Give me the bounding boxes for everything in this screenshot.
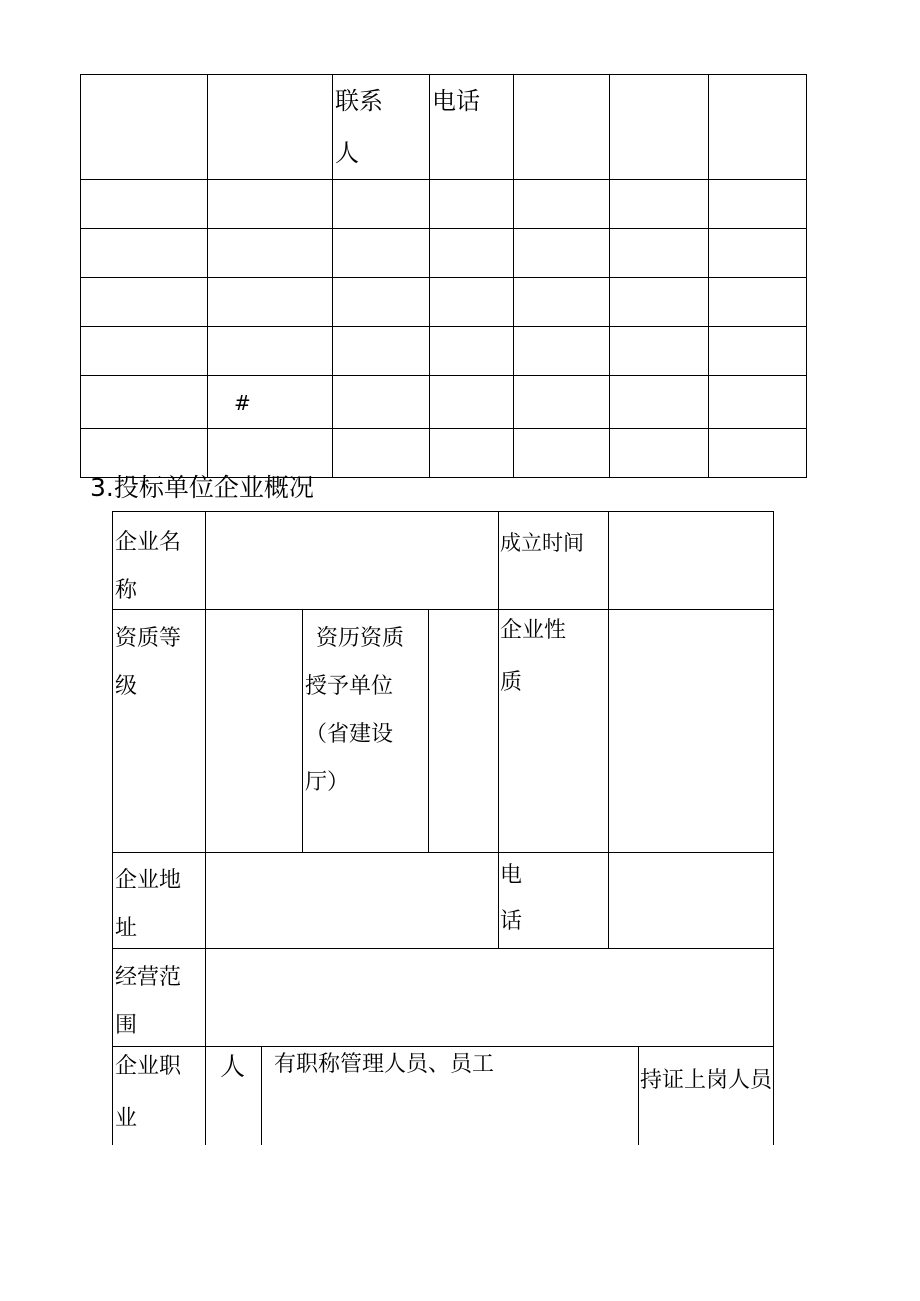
table-cell bbox=[208, 278, 333, 327]
header-phone: 电话 bbox=[430, 75, 514, 180]
table-cell bbox=[709, 229, 807, 278]
table-cell bbox=[208, 229, 333, 278]
table-cell bbox=[610, 180, 709, 229]
table-cell bbox=[709, 75, 807, 180]
business-scope-label: 经营范围 bbox=[115, 965, 182, 1038]
table-cell bbox=[430, 376, 514, 429]
table-cell bbox=[514, 180, 610, 229]
table-cell bbox=[430, 229, 514, 278]
table-border bbox=[112, 609, 774, 610]
table-cell bbox=[610, 278, 709, 327]
table-cell bbox=[333, 278, 430, 327]
table-cell bbox=[610, 75, 709, 180]
table-cell bbox=[333, 429, 430, 478]
phone-label: 电话 bbox=[500, 863, 523, 934]
table-cell bbox=[709, 376, 807, 429]
table-border bbox=[638, 1046, 639, 1145]
table-cell bbox=[81, 376, 208, 429]
table-cell bbox=[81, 327, 208, 376]
staff-label: 企业职业 bbox=[115, 1054, 182, 1131]
table-border bbox=[112, 511, 113, 1145]
table-header-row bbox=[81, 75, 807, 180]
table-cell bbox=[610, 376, 709, 429]
table-cell bbox=[81, 229, 208, 278]
table-cell bbox=[208, 180, 333, 229]
table-border bbox=[112, 948, 774, 949]
certified-staff-label: 持证上岗人员 bbox=[640, 1068, 773, 1093]
contact-table bbox=[80, 74, 807, 478]
table-row bbox=[81, 229, 807, 278]
address-label: 企业地址 bbox=[115, 868, 182, 941]
table-cell bbox=[514, 429, 610, 478]
table-cell bbox=[430, 327, 514, 376]
table-cell bbox=[208, 327, 333, 376]
founding-time-label: 成立时间 bbox=[500, 531, 584, 555]
table-cell bbox=[81, 180, 208, 229]
staff-unit: 人 bbox=[220, 1052, 246, 1081]
table-cell bbox=[333, 327, 430, 376]
table-cell bbox=[709, 429, 807, 478]
titled-staff-label: 有职称管理人员、员工 bbox=[274, 1052, 495, 1077]
table-cell bbox=[610, 429, 709, 478]
table-cell bbox=[709, 180, 807, 229]
hash-cell: # bbox=[208, 376, 333, 429]
qualification-grade-label: 资质等级 bbox=[115, 626, 182, 699]
table-border bbox=[302, 609, 303, 852]
table-cell bbox=[430, 180, 514, 229]
table-cell bbox=[333, 180, 430, 229]
header-contact-person: 联系人 bbox=[333, 75, 430, 180]
table-border bbox=[428, 609, 429, 852]
table-cell bbox=[81, 278, 208, 327]
table-border bbox=[205, 511, 206, 1145]
table-cell bbox=[514, 327, 610, 376]
table-row bbox=[81, 278, 807, 327]
table-border bbox=[112, 511, 774, 512]
table-border bbox=[261, 1046, 262, 1145]
table-cell bbox=[333, 376, 430, 429]
enterprise-nature-label: 企业性质 bbox=[500, 618, 567, 695]
table-row bbox=[81, 327, 807, 376]
table-border bbox=[773, 511, 774, 1046]
table-border bbox=[112, 852, 774, 853]
table-cell bbox=[709, 327, 807, 376]
enterprise-overview-table bbox=[112, 511, 774, 1145]
table-cell bbox=[430, 429, 514, 478]
table-cell bbox=[514, 229, 610, 278]
table-cell bbox=[430, 278, 514, 327]
table-cell bbox=[709, 278, 807, 327]
qualification-authority-label: 资历资质授予单位（省建设厅） bbox=[305, 626, 405, 795]
table-border bbox=[773, 1046, 774, 1145]
table-cell bbox=[514, 278, 610, 327]
table-row bbox=[81, 180, 807, 229]
table-cell bbox=[208, 75, 333, 180]
table-cell bbox=[610, 229, 709, 278]
table-border bbox=[498, 511, 499, 948]
table-cell bbox=[514, 75, 610, 180]
section-title: 3.投标单位企业概况 bbox=[90, 473, 314, 502]
table-row bbox=[81, 376, 807, 429]
table-cell bbox=[333, 229, 430, 278]
table-cell bbox=[514, 376, 610, 429]
company-name-label: 企业名称 bbox=[115, 530, 182, 603]
table-cell bbox=[610, 327, 709, 376]
table-border bbox=[608, 511, 609, 948]
table-cell bbox=[81, 75, 208, 180]
